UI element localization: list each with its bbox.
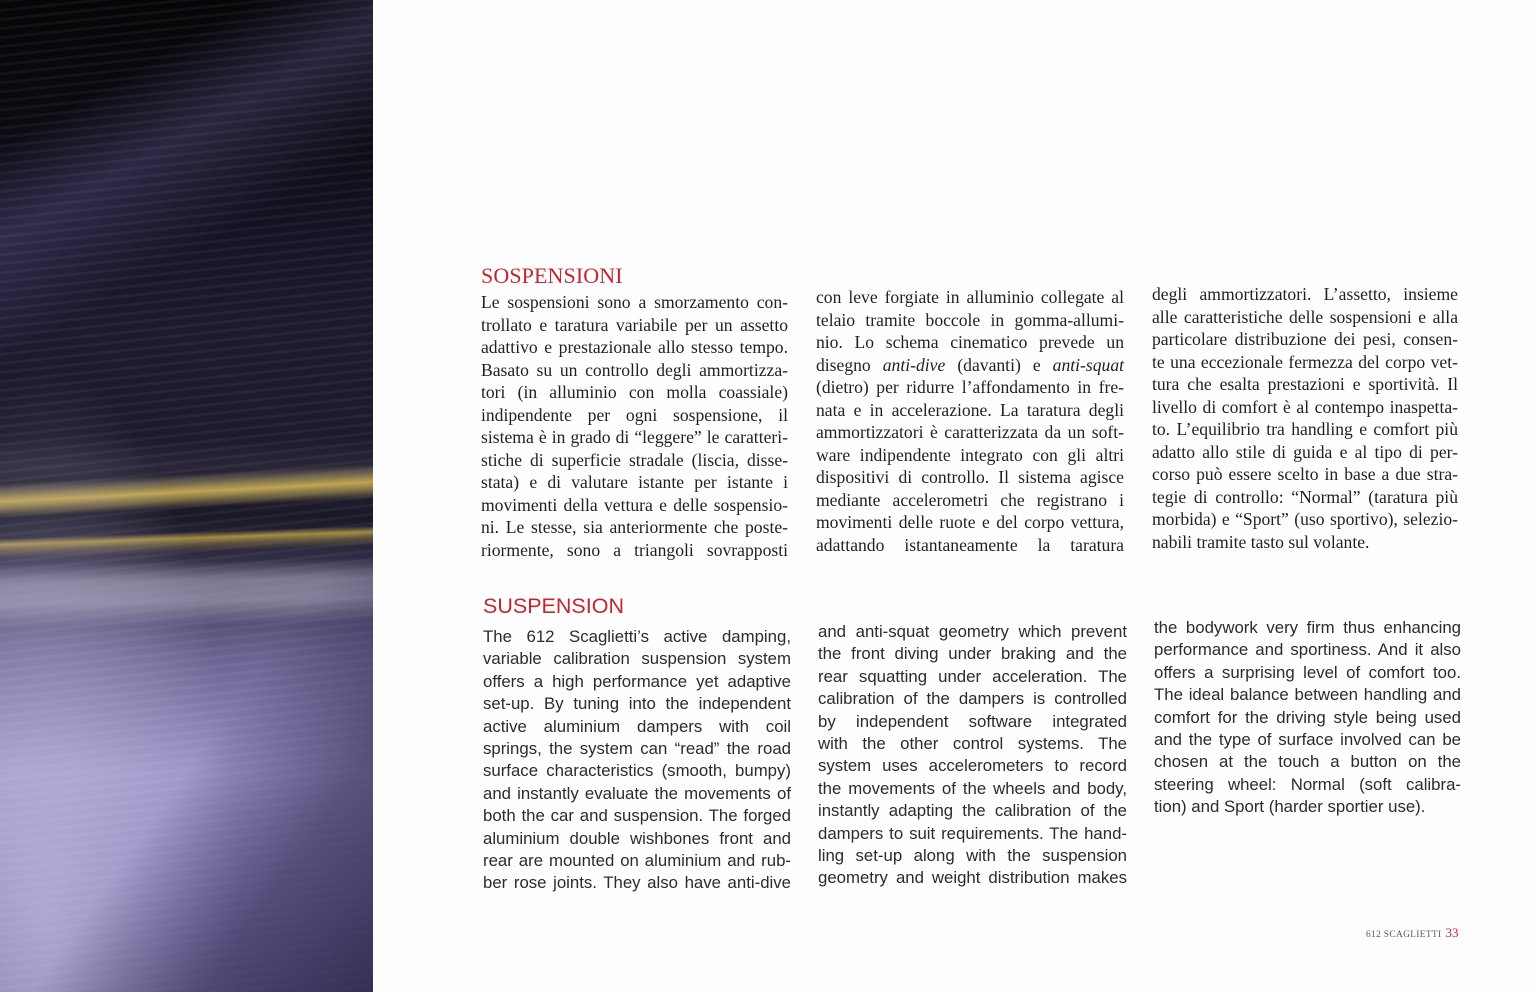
text-segment: disegno xyxy=(816,354,871,375)
text-line: te una eccezionale fermezza del corpo vet- xyxy=(1152,351,1458,372)
text-line: nio. Lo schema cinematico prevede un xyxy=(816,332,1124,352)
text-line: The ideal balance between handling and xyxy=(1154,685,1461,705)
text-line: both the car and suspension. The forged xyxy=(483,806,791,826)
text-line: adatto allo stile di guida e al tipo di per- xyxy=(1152,441,1458,462)
text-line: calibration of the dampers is controlled xyxy=(818,689,1127,709)
text-line: chosen at the touch a button on the xyxy=(1154,752,1461,772)
text-line: aluminium double wishbones front and xyxy=(483,828,791,848)
italian-column-2 xyxy=(816,286,1124,556)
text-line: steering wheel: Normal (soft calibra- xyxy=(1154,774,1461,794)
text-line: the front diving under braking and the xyxy=(818,644,1127,664)
text-line: to. L’equilibrio tra handling e comfort più xyxy=(1152,419,1458,439)
road-photo xyxy=(0,0,373,992)
running-title: 612 SCAGLIETTI xyxy=(1366,930,1442,940)
text-line: corso può essere scelto in base a due stra- xyxy=(1152,464,1458,484)
text-line: movimenti delle ruote e del corpo vettura, xyxy=(816,512,1124,532)
text-line: tion) and Sport (harder sportier use). xyxy=(1154,797,1426,817)
english-column-1 xyxy=(483,626,791,895)
text-segment: (davanti) e xyxy=(957,354,1041,375)
page-number: 33 xyxy=(1445,925,1459,940)
text-line: adattivo e prestazionale allo stesso tempo. xyxy=(481,337,788,357)
text-line: indipendente per ogni sospensione, il xyxy=(481,404,788,425)
text-line: ni. Le stesse, sia anteriormente che poste- xyxy=(481,517,788,537)
english-column-2 xyxy=(818,621,1127,890)
text-line: Basato su un controllo degli ammortizza- xyxy=(481,359,788,380)
text-line: springs, the system can “read” the road xyxy=(483,738,791,758)
text-line: tura che esalta prestazioni e sportività. Il xyxy=(1152,374,1458,394)
text-line: movimenti della vettura e delle sospensio- xyxy=(481,494,788,515)
text-line: Le sospensioni sono a smorzamento con- xyxy=(481,292,788,312)
text-line: dispositivi di controllo. Il sistema agisce xyxy=(816,467,1124,487)
text-line: instantly adapting the calibration of the xyxy=(818,801,1127,821)
text-line: rear are mounted on aluminium and rub- xyxy=(483,850,791,870)
text-line: ammortizzatori è caratterizzata da un soft- xyxy=(816,422,1124,442)
text-line: variable calibration suspension system xyxy=(483,649,791,669)
text-line: telaio tramite boccole in gomma-allumi- xyxy=(816,309,1124,330)
text-line: geometry and weight distribution makes xyxy=(818,868,1127,888)
text-line: by independent software integrated xyxy=(818,711,1127,731)
english-section-heading: SUSPENSION xyxy=(483,594,624,618)
text-line: rear squatting under acceleration. The xyxy=(818,666,1127,686)
text-line: dampers to suit requirements. The hand- xyxy=(818,823,1127,843)
text-line: stiche di superficie stradale (liscia, disse- xyxy=(481,449,788,470)
text-line: livello di comfort è al contempo inaspetta- xyxy=(1152,396,1458,417)
text-line: mediante accelerometri che registrano i xyxy=(816,489,1124,510)
text-line: offers a high performance yet adaptive xyxy=(483,671,791,691)
text-line: ware indipendente integrato con gli altri xyxy=(816,444,1124,465)
text-line: set-up. By tuning into the independent xyxy=(483,694,791,714)
text-line: adattando istantaneamente la taratura xyxy=(816,534,1124,555)
text-line: stata) e di valutare istante per istante i xyxy=(481,472,788,492)
text-line: system uses accelerometers to record xyxy=(818,756,1127,776)
text-line: ling set-up along with the suspension xyxy=(818,845,1127,865)
text-line: con leve forgiate in alluminio collegate al xyxy=(816,287,1124,307)
text-line: offers a surprising level of comfort too. xyxy=(1154,662,1461,682)
italian-column-1 xyxy=(481,291,788,561)
text-line: The 612 Scaglietti’s active damping, xyxy=(483,627,791,646)
text-line: nata e in accelerazione. La taratura degli xyxy=(816,399,1124,420)
text-line: alle caratteristiche delle sospensioni e alla xyxy=(1152,306,1458,327)
text-line: tori (in alluminio con molla coassiale) xyxy=(481,382,788,402)
text-line: particolare distribuzione dei pesi, consen- xyxy=(1152,329,1458,349)
text-line: surface characteristics (smooth, bumpy) xyxy=(483,761,791,781)
text-line: trollato e taratura variabile per un assetto xyxy=(481,314,788,335)
text-line: nabili tramite tasto sul volante. xyxy=(1152,531,1370,552)
text-line: tegie di controllo: “Normal” (taratura più xyxy=(1152,486,1458,507)
text-line: ber rose joints. They also have anti-dive xyxy=(483,873,791,893)
text-line: degli ammortizzatori. L’assetto, insieme xyxy=(1152,284,1458,304)
text-line: active aluminium dampers with coil xyxy=(483,716,791,736)
text-line: and instantly evaluate the movements of xyxy=(483,783,791,803)
italian-column-3 xyxy=(1152,283,1458,553)
text-line: the movements of the wheels and body, xyxy=(818,778,1127,798)
italian-section-heading: SOSPENSIONI xyxy=(481,263,623,288)
english-column-3 xyxy=(1154,617,1461,819)
text-line: morbida) e “Sport” (uso sportivo), selezio- xyxy=(1152,509,1458,529)
text-line: and anti-squat geometry which prevent xyxy=(818,622,1127,641)
text-line xyxy=(816,354,1124,377)
text-line: the bodywork very firm thus enhancing xyxy=(1154,618,1461,637)
text-line: performance and sportiness. And it also xyxy=(1154,640,1461,660)
text-line: riormente, sono a triangoli sovrapposti xyxy=(481,539,788,560)
italic-term: anti-dive xyxy=(882,354,946,375)
page-footer xyxy=(1366,925,1458,941)
text-line: sistema è in grado di “leggere” le caratteri- xyxy=(481,427,788,447)
italic-term: anti-squat xyxy=(1052,354,1125,375)
text-line: (dietro) per ridurre l’affondamento in fre- xyxy=(816,377,1124,397)
text-line: with the other control systems. The xyxy=(818,733,1127,753)
text-line: comfort for the driving style being used xyxy=(1154,707,1461,727)
text-line: and the type of surface involved can be xyxy=(1154,729,1461,749)
